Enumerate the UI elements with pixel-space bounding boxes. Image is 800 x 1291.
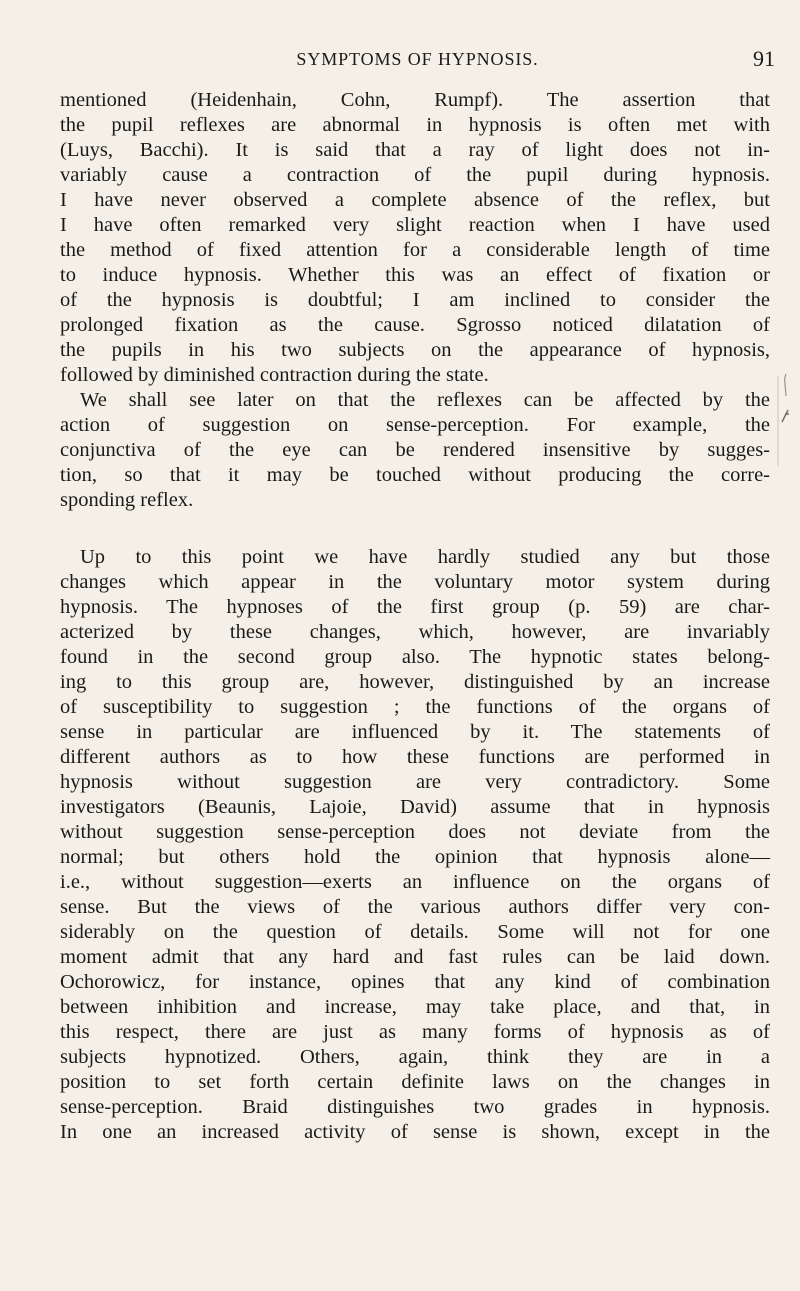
text-line: changes which appear in the voluntary motor system during bbox=[60, 571, 770, 593]
text-line: normal; but others hold the opinion that hypnosis alone— bbox=[60, 846, 770, 868]
page-number: 91 bbox=[753, 46, 775, 71]
text-line: ing to this group are, however, distinguished by an increase bbox=[60, 671, 770, 693]
text-line: action of suggestion on sense-perception. For example, the bbox=[60, 414, 770, 436]
text-line: sense. But the views of the various authors differ very con- bbox=[60, 896, 770, 918]
text-line: between inhibition and increase, may take place, and that, in bbox=[60, 996, 770, 1018]
page-body bbox=[60, 88, 770, 1145]
text-line: without suggestion sense-perception does not deviate from the bbox=[60, 821, 770, 843]
text-line: prolonged fixation as the cause. Sgrosso noticed dilatation of bbox=[60, 314, 770, 336]
text-line: I have never observed a complete absence of the reflex, but bbox=[60, 189, 770, 211]
text-line: mentioned (Heidenhain, Cohn, Rumpf). The assertion that bbox=[60, 89, 770, 111]
text-line: sense in particular are influenced by it. The statements of bbox=[60, 721, 770, 743]
section-gap bbox=[60, 513, 770, 545]
text-line: moment admit that any hard and fast rules can be laid down. bbox=[60, 946, 770, 968]
text-line: followed by diminished contraction during the state. bbox=[60, 364, 489, 386]
text-line: conjunctiva of the eye can be rendered insensitive by sugges- bbox=[60, 439, 770, 461]
text-line: I have often remarked very slight reaction when I have used bbox=[60, 214, 770, 236]
margin-bracket-mark bbox=[785, 374, 786, 396]
text-line: siderably on the question of details. Some will not for one bbox=[60, 921, 770, 943]
text-line: investigators (Beaunis, Lajoie, David) assume that in hypnosis bbox=[60, 796, 770, 818]
text-line: sponding reflex. bbox=[60, 489, 194, 511]
text-line: (Luys, Bacchi). It is said that a ray of light does not in- bbox=[60, 139, 770, 161]
text-line: hypnosis without suggestion are very contradictory. Some bbox=[60, 771, 770, 793]
text-line: Ochorowicz, for instance, opines that any kind of combination bbox=[60, 971, 770, 993]
text-line: acterized by these changes, which, however, are invariably bbox=[60, 621, 770, 643]
text-line: this respect, there are just as many forms of hypnosis as of bbox=[60, 1021, 770, 1043]
text-line: of susceptibility to suggestion ; the functions of the organs of bbox=[60, 696, 770, 718]
paragraph-3 bbox=[60, 545, 770, 1145]
text-line: to induce hypnosis. Whether this was an effect of fixation or bbox=[60, 264, 770, 286]
margin-bleed-marks bbox=[776, 370, 800, 510]
text-line: found in the second group also. The hypnotic states belong- bbox=[60, 646, 770, 668]
text-line: sense-perception. Braid distinguishes two grades in hypnosis. bbox=[60, 1096, 770, 1118]
running-head bbox=[60, 44, 775, 74]
text-line: of the hypnosis is doubtful; I am inclined to consider the bbox=[60, 289, 770, 311]
text-line: position to set forth certain definite laws on the changes in bbox=[60, 1071, 770, 1093]
text-line: the pupils in his two subjects on the appearance of hypnosis, bbox=[60, 339, 770, 361]
text-line: tion, so that it may be touched without producing the corre- bbox=[60, 464, 770, 486]
text-line: variably cause a contraction of the pupil during hypnosis. bbox=[60, 164, 770, 186]
running-title: SYMPTOMS OF HYPNOSIS. bbox=[296, 49, 539, 69]
text-line: the pupil reflexes are abnormal in hypnosis is often met with bbox=[60, 114, 770, 136]
text-line: We shall see later on that the reflexes can be affected by the bbox=[80, 389, 770, 411]
text-line: the method of fixed attention for a considerable length of time bbox=[60, 239, 770, 261]
text-line: Up to this point we have hardly studied any but those bbox=[80, 546, 770, 568]
text-line: i.e., without suggestion—exerts an influence on the organs of bbox=[60, 871, 770, 893]
text-line: different authors as to how these functions are performed in bbox=[60, 746, 770, 768]
margin-slash-mark bbox=[782, 410, 789, 422]
text-line: subjects hypnotized. Others, again, think they are in a bbox=[60, 1046, 770, 1068]
paragraph-1 bbox=[60, 88, 770, 388]
paragraph-2 bbox=[60, 388, 770, 513]
text-line: In one an increased activity of sense is shown, except in the bbox=[60, 1121, 770, 1143]
text-line: hypnosis. The hypnoses of the first group (p. 59) are char- bbox=[60, 596, 770, 618]
